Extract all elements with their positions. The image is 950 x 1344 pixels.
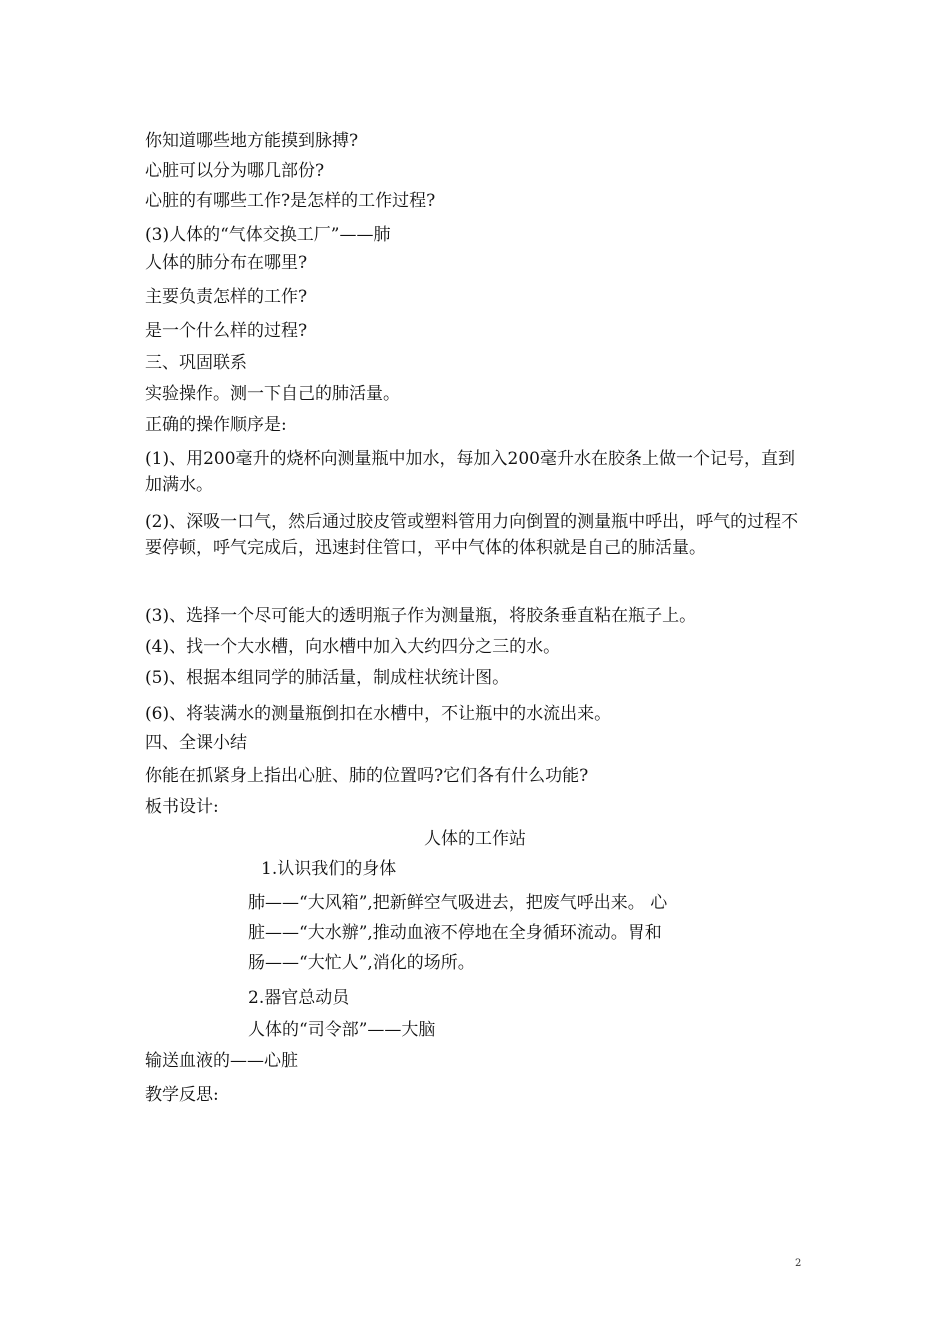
- page-number: 2: [795, 1258, 802, 1269]
- step-5: (5)、根据本组同学的肺活量，制成柱状统计图。: [145, 668, 510, 688]
- step-6: (6)、将装满水的测量瓶倒扣在水槽中，不让瓶中的水流出来。: [145, 704, 612, 724]
- summary-question: 你能在抓紧身上指出心脏、肺的位置吗?它们各有什么功能?: [145, 766, 589, 786]
- board-subheading-2: 2.器官总动员: [248, 988, 350, 1008]
- question-lung-location: 人体的肺分布在哪里?: [145, 253, 308, 273]
- section-lung-heading: (3)人体的“气体交换工厂”——肺: [145, 225, 391, 245]
- step-1: (1)、用200毫升的烧杯向测量瓶中加水，每加入200毫升水在胶条上做一个记号，直到加满水。: [145, 449, 795, 495]
- board-title: 人体的工作站: [424, 829, 526, 849]
- step-4: (4)、找一个大水槽，向水槽中加入大约四分之三的水。: [145, 637, 561, 657]
- board-stomach-line: 肠——“大忙人”,消化的场所。: [248, 953, 475, 973]
- question-lung-work: 主要负责怎样的工作?: [145, 287, 308, 307]
- step-3: (3)、选择一个尽可能大的透明瓶子作为测量瓶，将胶条垂直粘在瓶子上。: [145, 606, 697, 626]
- experiment-intro: 实验操作。测一下自己的肺活量。: [145, 384, 400, 404]
- question-lung-process: 是一个什么样的过程?: [145, 321, 308, 341]
- board-design-label: 板书设计:: [145, 797, 219, 817]
- board-heart-line: 脏——“大水辦”,推动血液不停地在全身循环流动。胃和: [248, 923, 662, 943]
- question-heart-parts: 心脏可以分为哪几部份?: [145, 161, 325, 181]
- section-consolidate-heading: 三、巩固联系: [145, 353, 247, 373]
- question-pulse: 你知道哪些地方能摸到脉搏?: [145, 131, 359, 151]
- order-label: 正确的操作顺序是:: [145, 415, 287, 435]
- board-lung-line: 肺——“大风箱”,把新鲜空气吸进去，把废气呼出来。 心: [248, 893, 668, 913]
- teaching-reflection-label: 教学反思:: [145, 1085, 219, 1105]
- step-2: (2)、深吸一口气，然后通过胶皮管或塑料管用力向倒置的测量瓶中呼出，呼气的过程不要停顿，呼气完成后，迅速封住管口，平中气体的体积就是自己的肺活量。: [145, 512, 799, 558]
- board-subheading-1: 1.认识我们的身体: [261, 859, 397, 879]
- question-heart-work: 心脏的有哪些工作?是怎样的工作过程?: [145, 191, 436, 211]
- section-summary-heading: 四、全课小结: [145, 733, 247, 753]
- board-brain-line: 人体的“司令部”——大脑: [248, 1020, 436, 1040]
- board-heart-transport-line: 输送血液的——心脏: [145, 1051, 298, 1071]
